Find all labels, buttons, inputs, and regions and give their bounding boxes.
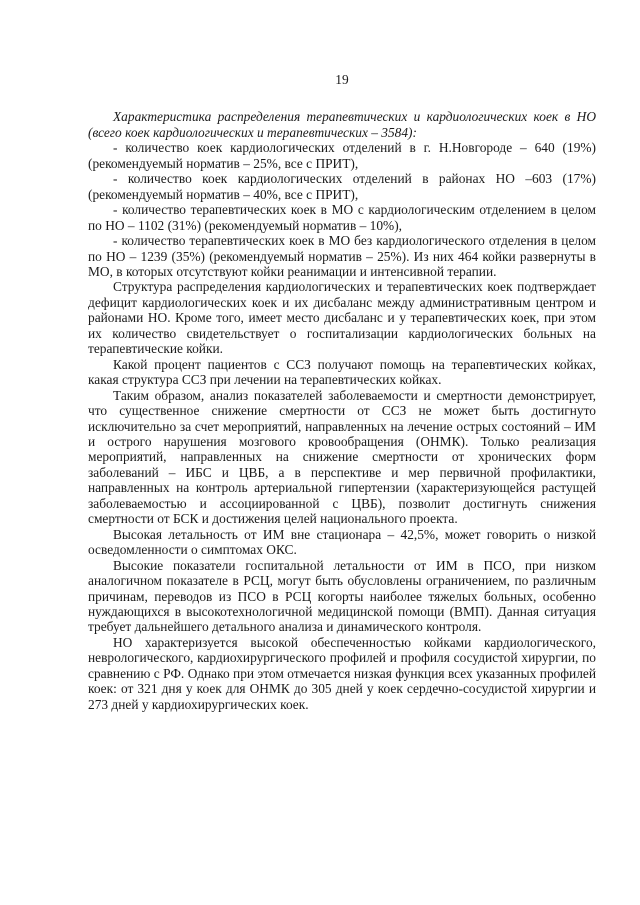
page-number: 19 <box>335 72 349 87</box>
paragraph-structure: Структура распределения кардиологических и терапевтических коек подтверждает дефицит кардиологических коек и их дисбаланс между административным центром и районами НО. Кроме того, имеет место дисбаланс и у терапевтических коек, при этом их количество свидетельствует о госпитализации кардиологических больных на терапевтические койки. <box>88 279 596 357</box>
paragraph-conclusion: Таким образом, анализ показателей заболеваемости и смертности демонстрирует, что существенное снижение смертности от ССЗ не может быть достигнуто исключительно за счет мероприятий, направленных на лечение острых состояний – ИМ и острого нарушения мозгового кровообращения (ОНМК). Только реализация мероприятий, направленных на снижение смертности от хронических форм заболеваний – ИБС и ЦВБ, а в перспективе и мер первичной профилактики, направленных на контроль артериальной гипертензии (характеризующейся растущей заболеваемостью и ассоциированной с ЦВБ), позволит достигнуть снижения смертности от БСК и достижения целей национального проекта. <box>88 387 596 527</box>
paragraph-question: Какой процент пациентов с ССЗ получают помощь на терапевтических койках, какая структура ССЗ при лечении на терапевтических койках. <box>88 356 596 388</box>
list-item-therapy-without-cardiology: - количество терапевтических коек в МО без кардиологического отделения в целом по НО – 1239 (35%) (рекомендуемый норматив – 25%). Из них 464 койки развернуты в МО, в которых отсутствуют койки реанимации и интенсивной терапии. <box>88 233 596 279</box>
paragraph-intro: Характеристика распределения терапевтических и кардиологических коек в НО (всего коек кардиологических и терапевтических – 3584): <box>88 109 596 140</box>
list-item-city-cardiology: - количество коек кардиологических отделений в г. Н.Новгороде – 640 (19%) (рекомендуемый норматив – 25%, все с ПРИТ), <box>88 140 596 171</box>
paragraph-mortality: Высокая летальность от ИМ вне стационара – 42,5%, может говорить о низкой осведомленности о симптомах ОКС. <box>88 526 596 558</box>
list-item-district-cardiology: - количество коек кардиологических отделений в районах НО –603 (17%) (рекомендуемый норматив – 40%, все с ПРИТ), <box>88 171 596 202</box>
paragraph-bed-provision: НО характеризуется высокой обеспеченностью койками кардиологического, неврологического, кардиохирургического профилей и профиля сосудистой хирургии, по сравнению с РФ. Однако при этом отмечается низкая функция всех указанных профилей коек: от 321 дня у коек для ОНМК до 305 дней у коек сердечно-сосудистой хирургии и 273 дней у кардиохирургических коек. <box>88 634 596 712</box>
paragraph-hospital-mortality: Высокие показатели госпитальной летальности от ИМ в ПСО, при низком аналогичном показателе в РСЦ, могут быть обусловлены ограничением, по различным причинам, переводов из ПСО в РСЦ когорты наиболее тяжелых больных, особенно нуждающихся в высокотехнологичной медицинской помощи (ВМП). Данная ситуация требует дальнейшего детального анализа и динамического контроля. <box>88 557 596 635</box>
list-item-therapy-with-cardiology: - количество терапевтических коек в МО с кардиологическим отделением в целом по НО – 1102 (31%) (рекомендуемый норматив – 10%), <box>88 202 596 233</box>
document-page <box>88 72 596 712</box>
